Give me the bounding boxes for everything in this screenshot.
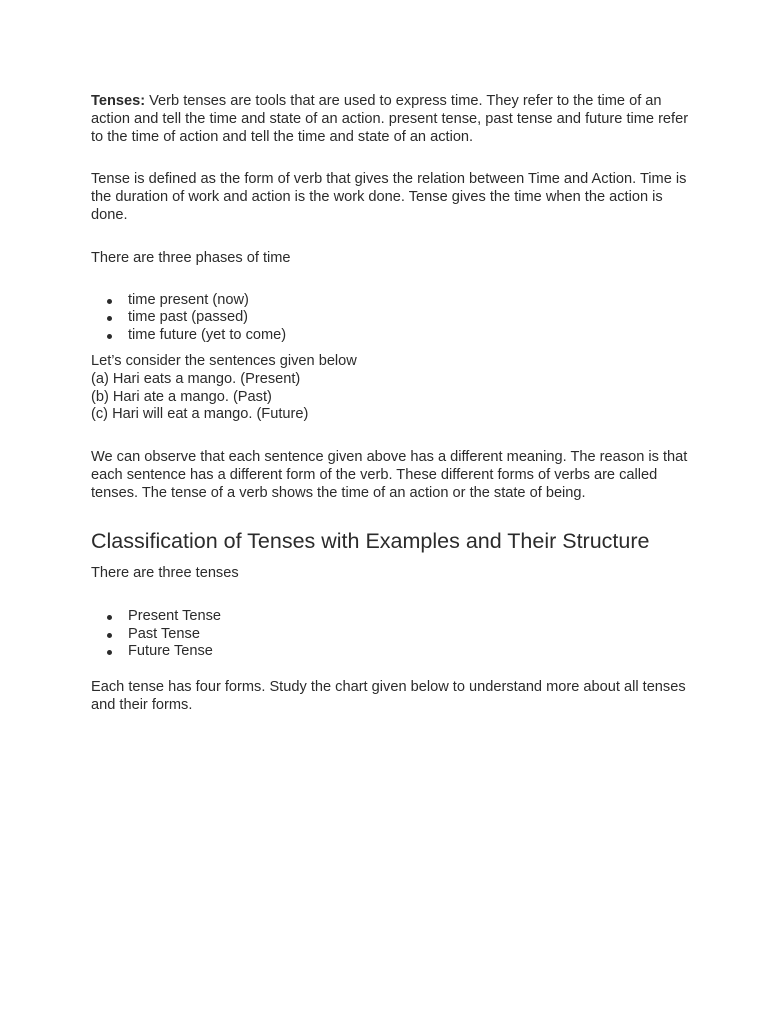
example-line: (b) Hari ate a mango. (Past): [91, 388, 272, 405]
phases-intro: There are three phases of time: [91, 249, 291, 266]
intro-label: Tenses:: [91, 93, 146, 109]
intro-paragraph: [91, 93, 691, 146]
closing-paragraph: Each tense has four forms. Study the chart given below to understand more about all tenses and their forms.: [91, 679, 686, 714]
examples-block: [91, 353, 691, 424]
examples-intro: Let’s consider the sentences given below: [91, 352, 357, 369]
list-item: Past Tense: [128, 626, 691, 644]
example-line: (c) Hari will eat a mango. (Future): [91, 406, 309, 423]
list-item: time present (now): [128, 292, 691, 310]
tenses-list: [91, 608, 691, 661]
list-item: time past (passed): [128, 309, 691, 327]
list-item: Future Tense: [128, 643, 691, 661]
observation-paragraph: We can observe that each sentence given above has a different meaning. The reason is that each sentence has a different form of the verb. These different forms of verbs are called tenses. The tense of a verb shows the time of an action or the state of being.: [91, 449, 688, 501]
tenses-intro: There are three tenses: [91, 565, 239, 582]
document-content: [91, 93, 691, 715]
phases-list: [91, 292, 691, 345]
list-item: Present Tense: [128, 608, 691, 626]
section-heading: Classification of Tenses with Examples and Their Structure: [91, 528, 650, 553]
example-line: (a) Hari eats a mango. (Present): [91, 370, 301, 387]
intro-text: Verb tenses are tools that are used to express time. They refer to the time of an action and tell the time and state of an action. present tense, past tense and future time refer to the time of action and tell the time and state of an action.: [91, 93, 689, 145]
list-item: time future (yet to come): [128, 327, 691, 345]
definition-paragraph: Tense is defined as the form of verb that gives the relation between Time and Action. Time is the duration of work and action is the work done. Tense gives the time when the action is done.: [91, 171, 687, 223]
